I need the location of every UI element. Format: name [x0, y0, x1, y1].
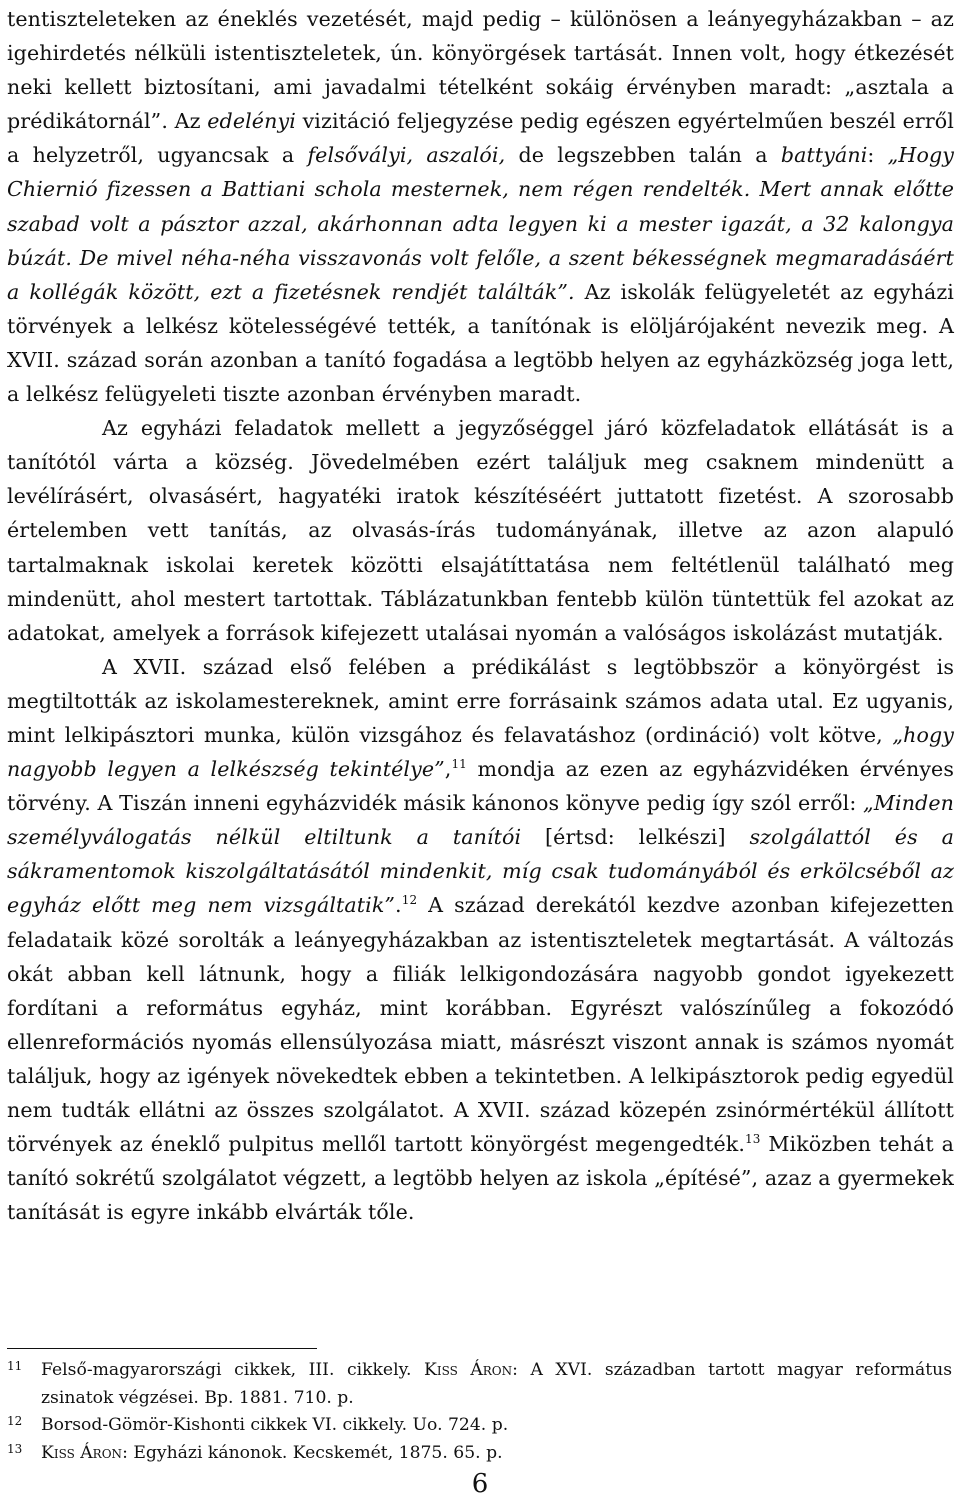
italic-text: szolgálattól és a sákramentomok kiszolgáltatásától mindenkit, míg csak tudományából és erkölcséből az egyház előtt meg nem vizsgáltatik”	[7, 825, 954, 918]
footnotes	[7, 1357, 952, 1467]
text-run: .	[395, 893, 402, 918]
footnote-divider	[7, 1348, 317, 1349]
footnote-number: 12	[7, 1414, 23, 1429]
text-run: : A XVI. században tartott magyar református zsinatok végzései. Bp. 1881. 710. p.	[41, 1360, 953, 1408]
body-text	[7, 0, 954, 1229]
text-run: ,	[444, 757, 452, 782]
text-run: Felső-magyarországi cikkek, III. cikkely.	[41, 1360, 425, 1380]
text-run: tentiszteleteken az éneklés vezetését, majd pedig – különösen a leányegyházakban – az igehirdetés nélküli istentiszteletek, ún. könyörgések tartását. Innen volt, hogy étkezését neki kellett biztosítani, ami javadalmi tételként sokáig érvényben maradt: „asztala a prédikátornál”. Az	[7, 7, 954, 134]
text-run: A század derekától kezdve azonban kifejezetten feladataik közé sorolták a leányegyházakban az istentiszteletek megtartását. A változás okát abban kell látnunk, hogy a filiák lelkigondozására nagyobb gondot igyekezett fordítani a református egyház, mint korábban. Egyrészt valószínűleg a fokozódó ellenreformációs nyomás ellensúlyozása miatt, másrészt viszont annak is számos nyomát találjuk, hogy az igények növekedtek ebben a tekintetben. A lelkipásztorok pedig egyedül nem tudták ellátni az összes szolgálatot. A XVII. század közepén zsinórmértékül állított törvények az éneklő pulpitus mellől tartott könyörgést megengedték.	[7, 893, 954, 1157]
footnote-ref: 13	[745, 1132, 761, 1147]
italic-text: felsővályi, aszalói,	[307, 143, 506, 168]
text-run: Az egyházi feladatok mellett a jegyzőséggel járó közfeladatok ellátását is a tanítótól várta a község. Jövedelmében ezért találjuk meg csaknem mindenütt a levélírásért, olvasásért, hagyatéki iratok készítéséért juttatott fizetést. A szorosabb értelemben vett tanítás, az olvasás-írás tudományának, illetve az azon alapuló tartalmaknak iskolai keretek közötti elsajátíttatása nem feltétlenül található meg mindenütt, ahol mestert tartottak. Táblázatunkban fentebb külön tüntettük fel azokat az adatokat, amelyek a források kifejezett utalásai nyomán a valóságos iskolázást mutatják.	[7, 416, 954, 645]
italic-text: „Hogy Chiernió fizessen a Battiani schola mesternek, nem régen rendelték. Mert annak előtte szabad volt a pásztor azzal, akárhonnan adta legyen ki a mester igazát, a 32 kalongya búzát. De mivel néha-néha visszavonás volt felőle, a szent békességnek megmaradásáért a kollégák között, ezt a fizetésnek rendjét találták”.	[7, 143, 954, 304]
footnote-number: 13	[7, 1441, 23, 1456]
footnote-text	[41, 1440, 952, 1468]
paragraph-3	[7, 650, 954, 1230]
italic-text: edelényi	[207, 109, 296, 134]
footnote	[7, 1412, 952, 1440]
text-run: Borsod-Gömör-Kishonti cikkek VI. cikkely. Uo. 724. p.	[41, 1415, 509, 1436]
author-name: Kiss Áron	[41, 1442, 123, 1463]
text-run: :	[867, 143, 888, 168]
footnote-number: 11	[7, 1359, 23, 1373]
author-name: Kiss Áron	[424, 1360, 513, 1380]
footnote	[7, 1440, 952, 1468]
text-run: : Egyházi kánonok. Kecskemét, 1875. 65. p.	[122, 1442, 503, 1463]
page-number: 6	[471, 1469, 489, 1499]
italic-text: „hogy nagyobb legyen a lelkészség tekintélye”	[7, 722, 954, 782]
paragraph-1	[7, 2, 954, 411]
footnote-ref: 11	[451, 757, 467, 772]
italic-text: „Minden személyválogatás nélkül eltiltunk a tanítói	[7, 791, 954, 850]
footnote-text	[41, 1412, 952, 1440]
footnote	[7, 1357, 952, 1412]
text-run: de legszebben talán a	[505, 143, 781, 168]
text-run: vizitáció feljegyzése pedig egészen egyértelműen beszél erről a helyzetről, ugyancsak a	[7, 109, 954, 168]
text-run: [értsd: lelkészi]	[521, 825, 750, 850]
footnote-text	[41, 1357, 952, 1412]
text-run: Az iskolák felügyeletét az egyházi törvények a lelkész kötelességévé tették, a tanítónak is elöljárójaként nevezik meg. A XVII. század során azonban a tanító fogadása a legtöbb helyen az egyházközség joga lett, a lelkész felügyeleti tiszte azonban érvényben maradt.	[7, 279, 954, 407]
footnote-ref: 12	[401, 893, 418, 908]
text-run: Miközben tehát a tanító sokrétű szolgálatot végzett, a legtöbb helyen az iskola „építésé”, azaz a gyermekek tanítását is egyre inkább elvárták tőle.	[7, 1132, 954, 1225]
paragraph-2	[7, 411, 954, 650]
italic-text: battyáni	[780, 143, 868, 168]
text-run: mondja az ezen az egyházvidéken érvényes törvény. A Tiszán inneni egyházvidék másik kánonos könyve pedig így szól erről:	[7, 757, 955, 816]
text-run: A XVII. század első felében a prédikálást s legtöbbször a könyörgést is megtiltották az iskolamestereknek, amint erre forrásaink számos adata utal. Ez ugyanis, mint lelkipásztori munka, külön vizsgához és felavatáshoz (ordináció) volt kötve,	[7, 654, 954, 747]
